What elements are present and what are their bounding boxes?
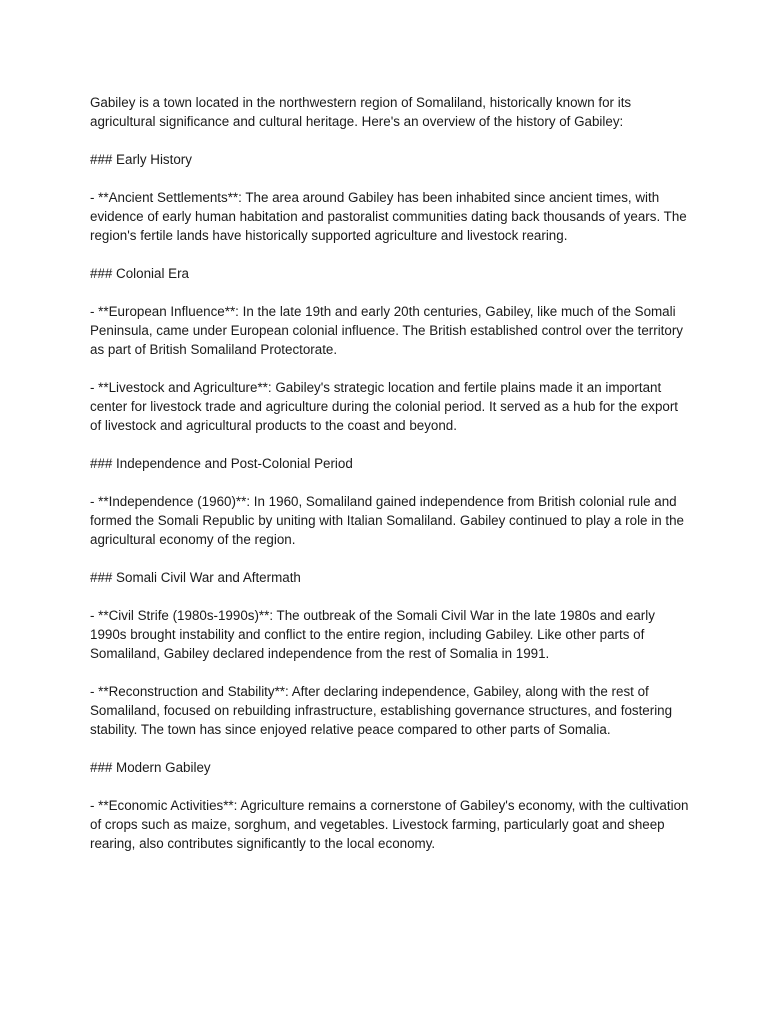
ancient-settlements-paragraph: - **Ancient Settlements**: The area around Gabiley has been inhabited since ancient times, with evidence of early human habitation and pastoralist communities dating back thousands of years. The region's fertile lands have historically supported agriculture and livestock rearing. [90, 190, 687, 243]
reconstruction-paragraph: - **Reconstruction and Stability**: After declaring independence, Gabiley, along with the rest of Somaliland, focused on rebuilding infrastructure, establishing governance structures, and fostering stability. The town has since enjoyed relative peace compared to other parts of Somalia. [90, 684, 673, 737]
heading-early-history: ### Early History [90, 152, 192, 167]
civil-strife-paragraph: - **Civil Strife (1980s-1990s)**: The outbreak of the Somali Civil War in the late 1980s and early 1990s brought instability and conflict to the entire region, including Gabiley. Like other parts of Somaliland, Gabiley declared independence from the rest of Somalia in 1991. [90, 608, 655, 661]
intro-paragraph: Gabiley is a town located in the northwestern region of Somaliland, historically known for its agricultural significance and cultural heritage. Here's an overview of the history of Gabiley: [90, 95, 632, 129]
independence-paragraph: - **Independence (1960)**: In 1960, Somaliland gained independence from British colonial rule and formed the Somali Republic by uniting with Italian Somaliland. Gabiley continued to play a role in the agricultural economy of the region. [90, 494, 684, 547]
economic-activities-paragraph: - **Economic Activities**: Agriculture remains a cornerstone of Gabiley's economy, with the cultivation of crops such as maize, sorghum, and vegetables. Livestock farming, particularly goat and sheep rearing, also contributes significantly to the local economy. [90, 798, 689, 851]
heading-colonial-era: ### Colonial Era [90, 266, 190, 281]
document-page [90, 93, 690, 872]
heading-civil-war: ### Somali Civil War and Aftermath [90, 570, 301, 585]
heading-modern-gabiley: ### Modern Gabiley [90, 760, 211, 775]
heading-independence: ### Independence and Post-Colonial Period [90, 456, 353, 471]
livestock-agriculture-paragraph: - **Livestock and Agriculture**: Gabiley's strategic location and fertile plains made it an important center for livestock trade and agriculture during the colonial period. It served as a hub for the export of livestock and agricultural products to the coast and beyond. [90, 380, 679, 433]
european-influence-paragraph: - **European Influence**: In the late 19th and early 20th centuries, Gabiley, like much of the Somali Peninsula, came under European colonial influence. The British established control over the territory as part of British Somaliland Protectorate. [90, 304, 683, 357]
